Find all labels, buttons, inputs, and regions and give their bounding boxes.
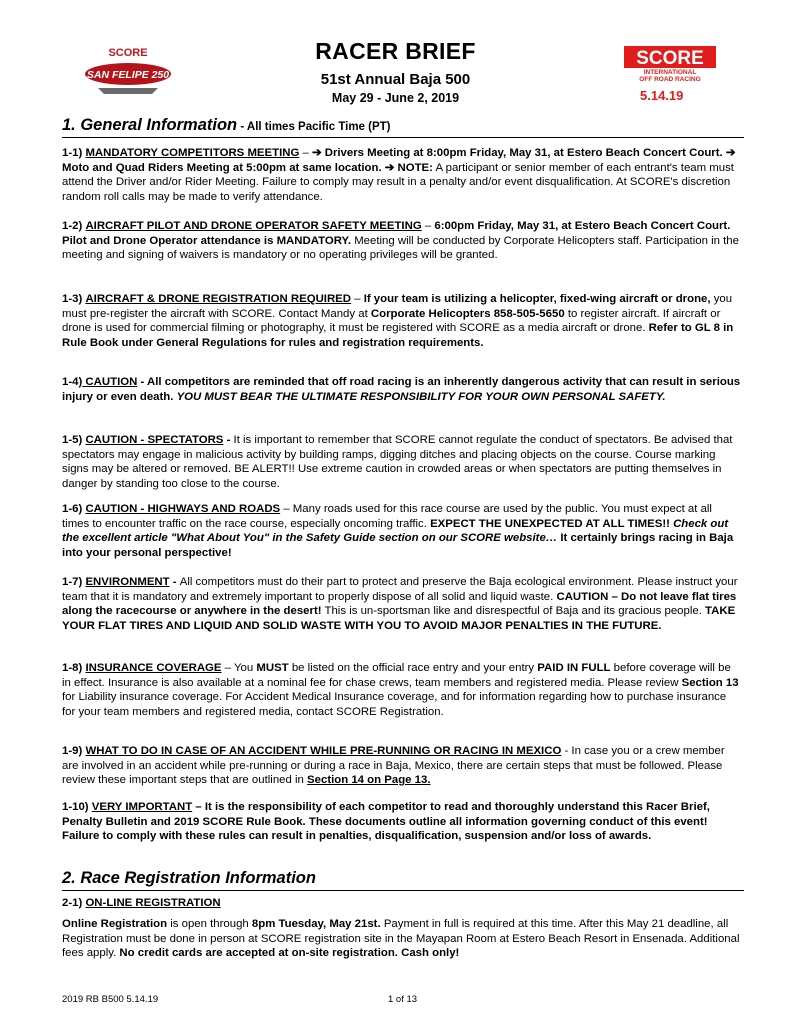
item-text: Section 13 <box>681 676 739 689</box>
svg-text:OFF ROAD RACING: OFF ROAD RACING <box>639 76 701 82</box>
section-14-link[interactable]: Section 14 on Page 13. <box>307 774 431 787</box>
item-number: 1-7) <box>62 576 83 588</box>
item-text: Meeting will be conducted by Corporate Helicopters staff. Participation in the meeting and signing of waivers is mandatory or no operating privileges will be granted. <box>62 234 739 262</box>
item-text: for Liability insurance coverage. For Accident Medical Insurance coverage, and for information regarding how to purchase insurance for your team members and registered media, contact SCORE Registration. <box>62 691 727 718</box>
item-text: - <box>223 434 234 446</box>
item-text: A participant or senior member of each entrant's team must attend the Driver and/or Rider Meeting. Failure to comply may result in a penalty and/or event disqualification. At SCORE's discretion random roll calls may be made to verify attendance. <box>62 161 734 203</box>
item-text: It is important to remember that SCORE cannot regulate the conduct of spectators. Be advised that spectators may engage in malicious activity by building ramps, digging ditches and placing objects on the course. Course marking signs may be altered or removed. BE ALERT!! Use extreme caution in crowded areas or when spectators are putting themselves in danger by standing too close to the course. <box>62 434 733 490</box>
item-text: to register aircraft. If aircraft or drone is used for commercial filming or photography, it must be registered with SCORE as a media aircraft or drone. <box>62 307 721 335</box>
item-2-1-heading <box>62 896 742 911</box>
item-heading: INSURANCE COVERAGE <box>85 662 222 674</box>
svg-text:SAN FELIPE 250: SAN FELIPE 250 <box>86 69 170 81</box>
item-text: Corporate Helicopters 858-505-5650 <box>370 307 565 320</box>
item-heading: CAUTION - HIGHWAYS AND ROADS <box>85 503 281 515</box>
item-text: Payment in full is required at this time. After this May 21 deadline, all Registration must be done in person at SCORE registration site in the Mayapan Room at Estero Beach Resort in Ensenada. Additional fees apply. <box>62 918 740 960</box>
item-text: MUST <box>256 662 289 674</box>
item-text: you must pre-register the aircraft with SCORE. Contact Mandy at <box>62 293 733 320</box>
event-dates: May 29 - June 2, 2019 <box>331 91 460 105</box>
item-1-5 <box>62 433 742 491</box>
item-1-1 <box>62 146 742 204</box>
event-name: 51st Annual Baja 500 <box>320 71 471 88</box>
item-number: 1-10) <box>62 801 89 813</box>
arrow-right-icon: ➔ <box>725 147 736 159</box>
item-text: Check out the excellent article "What About You" in the Safety Guide section on our SCORE website… <box>62 517 729 545</box>
item-heading: MANDATORY COMPETITORS MEETING <box>85 147 300 159</box>
item-text: Moto and Quad Riders Meeting at 5:00pm at same location. <box>62 161 385 174</box>
item-text: before coverage will be in effect. Insurance is also available at a nominal fee for chase crews, team members and registered media. Please review <box>62 662 731 689</box>
svg-text:INTERNATIONAL: INTERNATIONAL <box>643 69 697 76</box>
item-text: 6:00pm Friday, May 31, at Estero Beach Concert Court. Pilot and Drone Operator attendance is MANDATORY. <box>62 220 731 247</box>
item-number: 1-2) <box>62 220 83 232</box>
item-heading: WHAT TO DO IN CASE OF AN ACCIDENT WHILE PRE-RUNNING OR RACING IN MEXICO <box>85 745 562 757</box>
item-1-8 <box>62 661 742 719</box>
item-number: 1-4) <box>62 376 83 388</box>
score-international-logo <box>622 44 718 82</box>
item-number: 2-1) <box>62 897 83 909</box>
item-text: Online Registration <box>62 918 168 930</box>
item-heading: CAUTION <box>82 376 138 388</box>
svg-text:SCORE: SCORE <box>636 48 704 69</box>
item-text: Drivers Meeting at 8:00pm Friday, May 31, at Estero Beach Concert Court. <box>321 147 726 159</box>
item-text: - In case you or a crew member are involved in an accident while pre-running or during a race in Baja, Mexico, there are certain steps that must be followed. Please review these important steps that are outlined in <box>62 745 725 787</box>
item-text: - All competitors are reminded that off road racing is an inherently dangerous activity that can result in serious injury or even death. <box>62 376 741 403</box>
section-1-title: 1. General Information <box>62 116 238 134</box>
item-text: EXPECT THE UNEXPECTED AT ALL TIMES!! <box>430 517 674 530</box>
item-text: It certainly brings racing in Baja into your personal perspective! <box>62 532 734 559</box>
item-1-4 <box>62 375 742 404</box>
item-1-7 <box>62 575 742 633</box>
item-number: 1-3) <box>62 293 83 305</box>
arrow-right-icon: ➔ <box>384 161 395 174</box>
section-1-note: - All times Pacific Time (PT) <box>237 121 391 133</box>
item-text: - <box>169 576 180 588</box>
item-text: – <box>351 293 364 305</box>
item-text: be listed on the official race entry and your entry <box>288 662 538 674</box>
item-number: 1-1) <box>62 147 83 159</box>
item-text: CAUTION – Do not leave flat tires along the racecourse or anywhere in the desert! <box>62 590 737 618</box>
item-1-9 <box>62 744 742 788</box>
item-2-1-body <box>62 917 742 961</box>
section-2-heading <box>62 869 744 891</box>
arrow-right-icon: ➔ <box>312 147 322 159</box>
section-2-title: 2. Race Registration Information <box>62 869 316 887</box>
item-number: 1-8) <box>62 662 83 674</box>
item-text: Refer to GL 8 in Rule Book under General Regulations for rules and registration requirements. <box>62 322 734 349</box>
item-1-10 <box>62 800 742 844</box>
item-text: TAKE YOUR FLAT TIRES AND LIQUID AND SOLID WASTE WITH YOU TO AVOID MAJOR PENALTIES IN THE FUTURE. <box>62 605 736 632</box>
item-heading: AIRCRAFT PILOT AND DRONE OPERATOR SAFETY MEETING <box>85 220 422 232</box>
item-text: – It is the responsibility of each competitor to read and thoroughly understand this Racer Brief, Penalty Bulletin and 2019 SCORE Rule Book. These documents outline all information governing conduct of this event! Failure to comply with these rules can result in penalties, disqualification, suspension and/or loss of awards. <box>62 801 710 843</box>
item-number: 1-6) <box>62 503 83 515</box>
svg-text:SCORE: SCORE <box>108 47 148 59</box>
item-text: PAID IN FULL <box>537 662 611 674</box>
item-text: – <box>299 147 313 159</box>
item-text: – Many roads used for this race course are used by the public. You must expect at all times to encounter traffic on the race course, especially oncoming traffic. <box>62 503 712 530</box>
item-text: If your team is utilizing a helicopter, fixed-wing aircraft or drone, <box>363 293 711 305</box>
item-1-2 <box>62 219 742 263</box>
item-text: 8pm Tuesday, May 21st. <box>251 918 381 930</box>
item-text: No credit cards are accepted at on-site registration. Cash only! <box>119 947 460 960</box>
item-number: 1-9) <box>62 745 83 757</box>
item-text: All competitors must do their part to protect and preserve the Baja ecological environment. Please instruct your team that it is mandatory and extremely important to properly dispose of all solid and liquid waste. <box>62 576 738 603</box>
version-date: 5.14.19 <box>640 88 684 103</box>
item-heading: AIRCRAFT & DRONE REGISTRATION REQUIRED <box>85 293 352 305</box>
document-title: RACER BRIEF <box>315 38 476 64</box>
item-heading: ON-LINE REGISTRATION <box>85 897 221 909</box>
item-text: NOTE: <box>394 161 433 174</box>
footer-doc-id: 2019 RB B500 5.14.19 <box>62 994 159 1005</box>
item-1-6 <box>62 502 742 560</box>
item-text: This is un-sportsman like and disrespectful of Baja and its gracious people. <box>321 605 706 618</box>
item-number: 1-5) <box>62 434 83 446</box>
item-text: is open through <box>167 918 252 930</box>
item-text: – <box>421 220 435 232</box>
footer-page-number: 1 of 13 <box>388 994 418 1005</box>
item-text: YOU MUST BEAR THE ULTIMATE RESPONSIBILITY FOR YOUR OWN PERSONAL SAFETY. <box>176 390 666 403</box>
section-1-heading <box>62 116 744 138</box>
item-text: – You <box>221 662 257 674</box>
item-heading: CAUTION - SPECTATORS <box>85 434 224 446</box>
item-heading: ENVIRONMENT <box>85 576 170 588</box>
item-heading: VERY IMPORTANT <box>91 801 193 813</box>
item-1-3 <box>62 292 742 350</box>
